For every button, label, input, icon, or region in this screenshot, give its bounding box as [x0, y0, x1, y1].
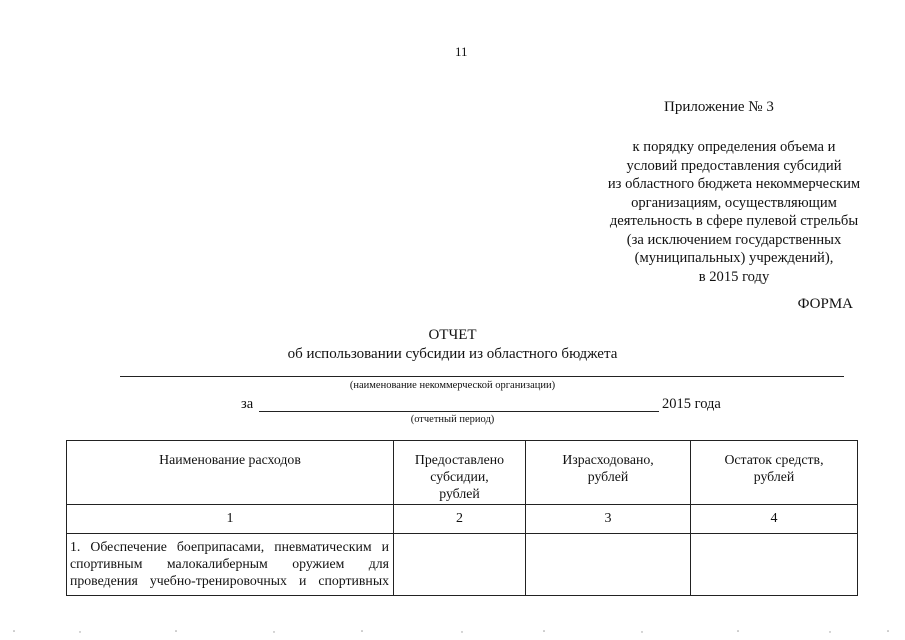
report-table — [66, 440, 858, 596]
header-line: Израсходовано, — [562, 452, 654, 467]
column-number-row — [67, 505, 858, 534]
header-line: субсидии, — [430, 469, 489, 484]
header-line: рублей — [587, 469, 629, 484]
header-spent — [526, 441, 691, 505]
appendix-line: условий предоставления субсидий — [626, 157, 842, 174]
column-number: 2 — [394, 505, 526, 534]
reporting-period-caption: (отчетный период) — [410, 414, 495, 425]
appendix-line: в 2015 году — [698, 268, 770, 285]
form-label: ФОРМА — [797, 296, 853, 312]
expense-name-line: проведения учебно-тренировочных и спортивных — [70, 573, 389, 588]
period-suffix: 2015 года — [662, 396, 721, 412]
column-number: 3 — [526, 505, 691, 534]
header-line: рублей — [439, 486, 480, 501]
organization-name-caption: (наименование некоммерческой организации) — [349, 380, 556, 391]
period-prefix: за — [241, 396, 254, 412]
header-remaining — [691, 441, 858, 505]
report-subtitle: об использовании субсидии из областного бюджета — [287, 346, 618, 362]
page-number: 11 — [455, 44, 468, 59]
appendix-line: к порядку определения объема и — [632, 139, 836, 155]
expense-name-cell — [67, 534, 394, 596]
column-number: 4 — [691, 505, 858, 534]
scan-edge-dots — [0, 628, 905, 636]
table-header-row — [67, 441, 858, 505]
appendix-line: организациям, осуществляющим — [631, 194, 837, 211]
appendix-line: (муниципальных) учреждений), — [634, 250, 834, 266]
remaining-cell — [691, 534, 858, 596]
appendix-line: деятельность в сфере пулевой стрельбы — [609, 213, 859, 229]
table-row — [67, 534, 858, 596]
header-line: Наименование расходов — [159, 452, 301, 467]
header-expense-name — [67, 441, 394, 505]
expense-name-line: 1. Обеспечение боеприпасами, пневматическим и — [70, 539, 389, 554]
appendix-line: из областного бюджета некоммерческим — [607, 176, 861, 192]
appendix-line: (за исключением государственных — [626, 231, 842, 248]
subsidy-provided-cell — [394, 534, 526, 596]
column-number: 1 — [67, 505, 394, 534]
header-line: Остаток средств, — [724, 452, 824, 467]
appendix-title: Приложение № 3 — [664, 99, 774, 115]
header-line: Предоставлено — [414, 452, 505, 467]
header-subsidy-provided — [394, 441, 526, 505]
reporting-period-line — [259, 411, 659, 412]
expense-name-line: спортивным малокалиберным оружием для — [70, 556, 389, 571]
report-title: ОТЧЕТ — [428, 327, 477, 343]
header-line: рублей — [753, 469, 795, 484]
organization-name-line — [120, 376, 844, 377]
spent-cell — [526, 534, 691, 596]
appendix-description — [560, 138, 905, 286]
